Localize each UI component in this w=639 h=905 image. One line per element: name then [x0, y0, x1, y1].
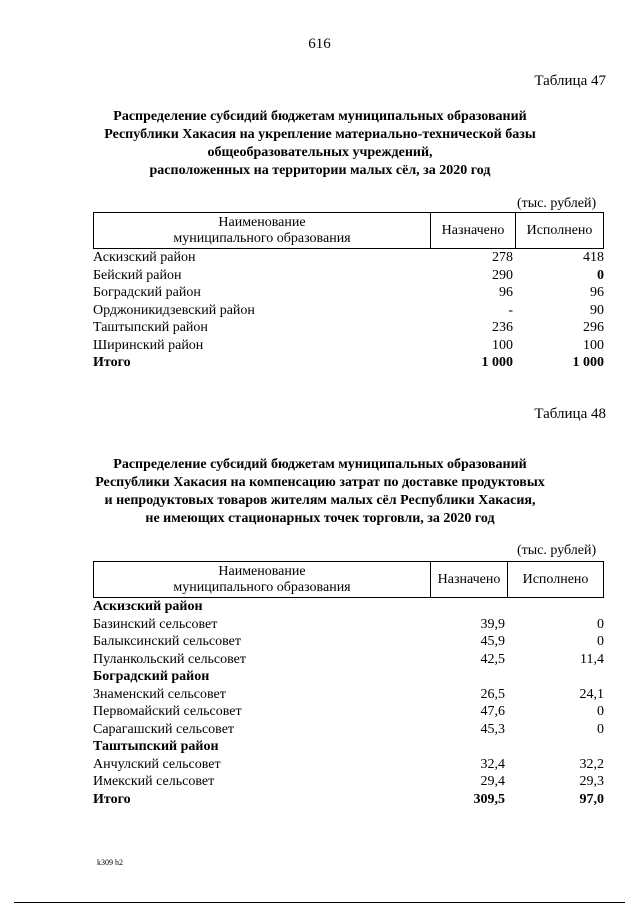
table-47-header — [93, 212, 604, 249]
header-executed: Исполнено — [508, 562, 604, 598]
row-executed: 418 — [583, 250, 604, 266]
title-line: не имеющих стационарных точек торговли, за 2020 год — [145, 511, 495, 526]
row-name: Бейский район — [93, 267, 182, 283]
row-name: Орджоникидзевский район — [93, 302, 255, 318]
district-name: Аскизский район — [93, 599, 203, 615]
table-row — [93, 773, 604, 791]
row-executed: 0 — [597, 616, 604, 632]
table-48-title — [60, 456, 580, 528]
district-name: Боградский район — [93, 669, 210, 685]
header-name-line1: Наименование — [218, 214, 306, 230]
total-name: Итого — [93, 355, 131, 371]
row-executed: 0 — [597, 634, 604, 650]
total-row — [93, 354, 604, 372]
row-assigned: - — [508, 302, 513, 318]
table-47-body — [93, 249, 604, 372]
title-line: расположенных на территории малых сёл, за 2020 год — [149, 163, 491, 178]
row-name: Аскизский район — [93, 250, 196, 266]
total-executed: 1 000 — [572, 355, 604, 371]
row-name: Боградский район — [93, 285, 201, 301]
row-assigned: 47,6 — [480, 704, 505, 720]
row-name: Базинский сельсовет — [93, 616, 218, 632]
title-line: общеобразовательных учреждений, — [207, 145, 433, 160]
title-line: Республики Хакасия на компенсацию затрат по доставке продуктовых — [95, 475, 545, 490]
district-row — [93, 598, 604, 616]
district-row — [93, 668, 604, 686]
title-line: Распределение субсидий бюджетам муниципальных образований — [113, 457, 527, 472]
table-row — [93, 721, 604, 739]
row-assigned: 100 — [492, 337, 513, 353]
table-row — [93, 284, 604, 302]
table-row — [93, 267, 604, 285]
row-assigned: 45,9 — [480, 634, 505, 650]
table-row — [93, 756, 604, 774]
table-row — [93, 616, 604, 634]
title-line: и непродуктовых товаров жителям малых сёл Республики Хакасия, — [104, 493, 536, 508]
title-line: Республики Хакасия на укрепление материально-технической базы — [104, 127, 536, 142]
header-executed: Исполнено — [516, 213, 604, 249]
page-number: 616 — [308, 36, 331, 52]
header-name-line2: муниципального образования — [173, 579, 351, 595]
row-assigned: 29,4 — [480, 774, 505, 790]
bottom-divider — [14, 902, 625, 903]
header-name-cell — [94, 213, 431, 249]
table-48-label: Таблица 48 — [534, 406, 606, 422]
table-48-body — [93, 598, 604, 808]
row-assigned: 42,5 — [480, 651, 505, 667]
row-name: Балыксинский сельсовет — [93, 634, 241, 650]
header-assigned: Назначено — [431, 213, 516, 249]
row-name: Ширинский район — [93, 337, 204, 353]
table-48-header — [93, 561, 604, 598]
row-assigned: 39,9 — [480, 616, 505, 632]
table-47-title — [60, 108, 580, 180]
row-name: Таштыпский район — [93, 320, 208, 336]
total-executed: 97,0 — [579, 791, 604, 807]
row-assigned: 278 — [492, 250, 513, 266]
total-name: Итого — [93, 791, 131, 807]
table-row — [93, 651, 604, 669]
row-executed: 11,4 — [580, 651, 604, 667]
row-assigned: 290 — [492, 267, 513, 283]
table-row — [93, 686, 604, 704]
row-executed: 0 — [597, 721, 604, 737]
row-assigned: 96 — [499, 285, 513, 301]
row-executed: 0 — [597, 267, 604, 283]
row-name: Анчулский сельсовет — [93, 756, 221, 772]
row-assigned: 26,5 — [480, 686, 505, 702]
row-executed: 296 — [583, 320, 604, 336]
district-row — [93, 738, 604, 756]
footer-code: k309 h2 — [97, 858, 123, 867]
row-assigned: 236 — [492, 320, 513, 336]
row-executed: 0 — [597, 704, 604, 720]
header-name-cell — [94, 562, 431, 598]
row-name: Пуланкольский сельсовет — [93, 651, 247, 667]
table-row — [93, 633, 604, 651]
row-executed: 100 — [583, 337, 604, 353]
table-row — [93, 319, 604, 337]
row-name: Имекский сельсовет — [93, 774, 215, 790]
total-assigned: 309,5 — [473, 791, 505, 807]
table-48-units: (тыс. рублей) — [517, 543, 597, 558]
row-name: Первомайский сельсовет — [93, 704, 242, 720]
header-name-line1: Наименование — [218, 563, 306, 579]
table-row — [93, 703, 604, 721]
row-assigned: 45,3 — [480, 721, 505, 737]
title-line: Распределение субсидий бюджетам муниципальных образований — [113, 109, 527, 124]
table-row — [93, 337, 604, 355]
row-name: Знаменский сельсовет — [93, 686, 226, 702]
header-assigned: Назначено — [431, 562, 508, 598]
row-executed: 24,1 — [579, 686, 604, 702]
row-assigned: 32,4 — [480, 756, 505, 772]
row-executed: 29,3 — [579, 774, 604, 790]
row-executed: 96 — [590, 285, 604, 301]
table-47-label: Таблица 47 — [534, 73, 606, 89]
total-assigned: 1 000 — [481, 355, 513, 371]
total-row — [93, 791, 604, 809]
row-executed: 90 — [590, 302, 604, 318]
table-row — [93, 302, 604, 320]
header-name-line2: муниципального образования — [173, 230, 351, 246]
table-47-units: (тыс. рублей) — [517, 196, 597, 211]
district-name: Таштыпский район — [93, 739, 219, 755]
row-name: Сарагашский сельсовет — [93, 721, 235, 737]
table-row — [93, 249, 604, 267]
row-executed: 32,2 — [579, 756, 604, 772]
